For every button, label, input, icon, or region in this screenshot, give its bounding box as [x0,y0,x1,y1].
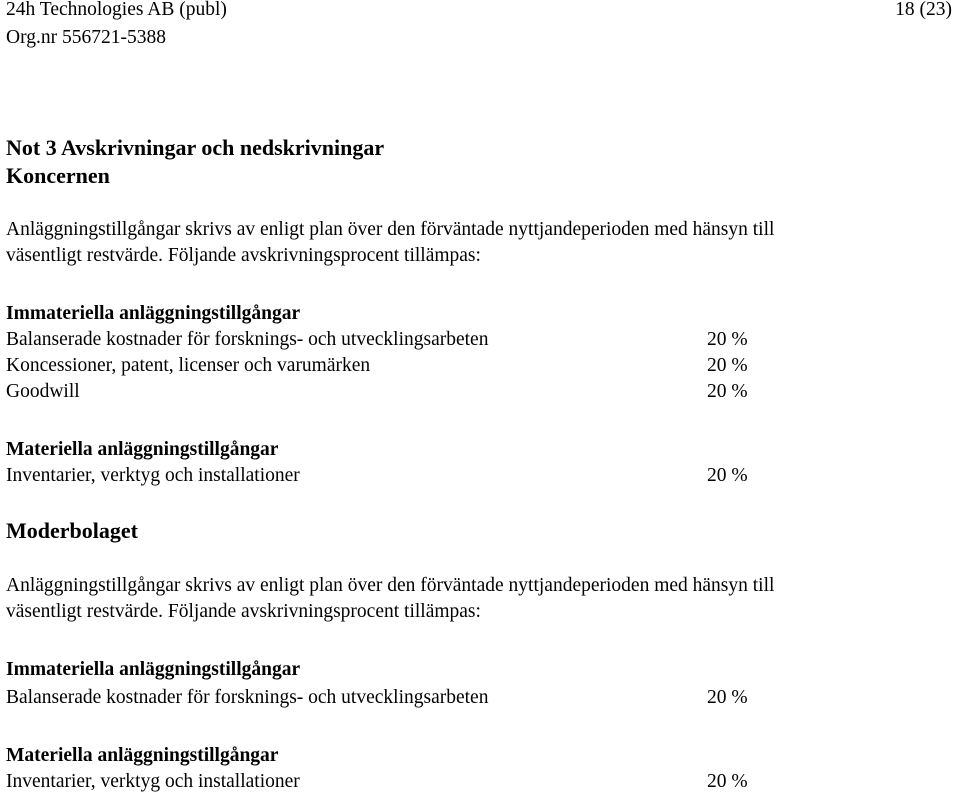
rate-label: Balanserade kostnader för forsknings- och utvecklingsarbeten [6,687,489,708]
rate-label: Inventarier, verktyg och installationer [6,771,300,792]
group-title: Koncernen [6,163,110,188]
group-intro-line2: väsentligt restvärde. Följande avskrivningsprocent tillämpas: [6,245,481,266]
rate-value: 20 % [707,465,748,486]
parent-intro-line1: Anläggningstillgångar skrivs av enligt plan över den förväntade nyttjandeperioden med hänsyn till [6,575,775,596]
rate-value: 20 % [707,355,748,376]
rate-value: 20 % [707,329,748,350]
page-number: 18 (23) [895,0,952,20]
company-name: 24h Technologies AB (publ) [6,0,227,20]
rate-value: 20 % [707,771,748,792]
parent-intro-line2: väsentligt restvärde. Följande avskrivningsprocent tillämpas: [6,601,481,622]
rate-label: Inventarier, verktyg och installationer [6,465,300,486]
note-title: Not 3 Avskrivningar och nedskrivningar [6,135,385,160]
rate-label: Koncessioner, patent, licenser och varumärken [6,355,371,376]
parent-title: Moderbolaget [6,518,138,543]
group-intangible-heading: Immateriella anläggningstillgångar [6,303,301,324]
rate-value: 20 % [707,687,748,708]
group-tangible-heading: Materiella anläggningstillgångar [6,439,279,460]
rate-label: Goodwill [6,381,80,402]
parent-tangible-heading: Materiella anläggningstillgångar [6,745,279,766]
parent-intangible-heading: Immateriella anläggningstillgångar [6,659,301,680]
group-intro-line1: Anläggningstillgångar skrivs av enligt plan över den förväntade nyttjandeperioden med hänsyn till [6,219,775,240]
rate-value: 20 % [707,381,748,402]
rate-label: Balanserade kostnader för forsknings- och utvecklingsarbeten [6,329,489,350]
org-number: Org.nr 556721-5388 [6,27,166,48]
